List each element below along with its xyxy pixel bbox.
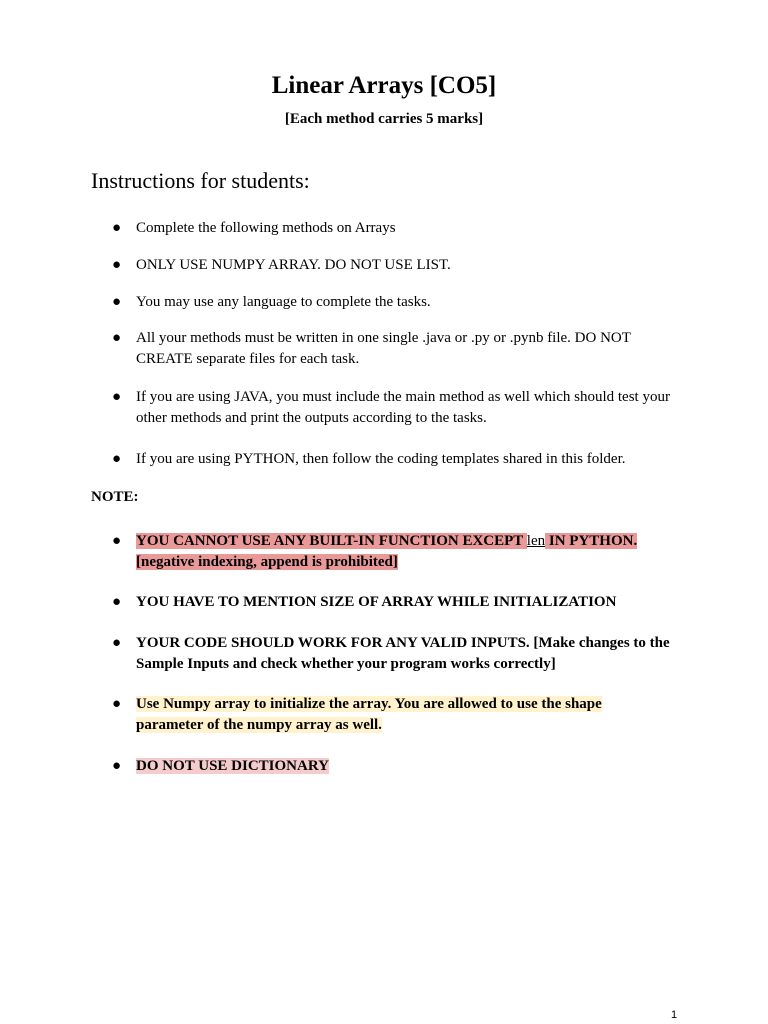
note-text [136, 694, 672, 736]
note-text [136, 756, 672, 777]
note-highlight: [negative indexing, append is prohibited] [136, 554, 398, 570]
note-highlight: DO NOT USE DICTIONARY [136, 758, 329, 774]
bullet-icon: ● [112, 635, 122, 651]
bullet-icon: ● [112, 257, 122, 273]
note-text: YOUR CODE SHOULD WORK FOR ANY VALID INPUTS. [Make changes to the Sample Inputs and check whether your program works correctly] [136, 635, 670, 672]
bullet-icon: ● [112, 389, 122, 405]
page-subtitle: [Each method carries 5 marks] [284, 111, 484, 127]
instruction-text: ONLY USE NUMPY ARRAY. DO NOT USE LIST. [136, 257, 451, 273]
bullet-icon: ● [112, 220, 122, 236]
instruction-text: If you are using PYTHON, then follow the coding templates shared in this folder. [136, 451, 626, 467]
bullet-icon: ● [112, 594, 122, 610]
bullet-icon: ● [112, 696, 122, 712]
note-highlight: YOU CANNOT USE ANY BUILT-IN FUNCTION EXCEPT [136, 533, 524, 549]
bullet-icon: ● [112, 533, 122, 549]
bullet-icon: ● [112, 758, 122, 774]
note-highlight: IN PYTHON. [548, 533, 638, 549]
bullet-icon: ● [112, 451, 122, 467]
len-keyword: len [526, 533, 546, 549]
instructions-heading: Instructions for students: [91, 168, 310, 193]
instruction-text: Complete the following methods on Arrays [136, 220, 396, 236]
instruction-text: All your methods must be written in one single .java or .py or .pynb file. DO NOT CREATE separate files for each task. [136, 330, 631, 367]
note-label: NOTE: [91, 489, 139, 505]
note-highlight: Use Numpy array to initialize the array. You are allowed to use the shape parameter of the numpy array as well. [136, 696, 602, 733]
page-title: Linear Arrays [CO5] [271, 72, 497, 99]
instruction-text: If you are using JAVA, you must include the main method as well which should test your other methods and print the outputs according to the tasks. [136, 389, 670, 426]
bullet-icon: ● [112, 330, 122, 346]
note-text [136, 531, 672, 573]
instruction-text: You may use any language to complete the tasks. [136, 294, 431, 310]
page-number: 1 [671, 1009, 678, 1021]
bullet-icon: ● [112, 294, 122, 310]
note-text: YOU HAVE TO MENTION SIZE OF ARRAY WHILE INITIALIZATION [136, 594, 617, 610]
